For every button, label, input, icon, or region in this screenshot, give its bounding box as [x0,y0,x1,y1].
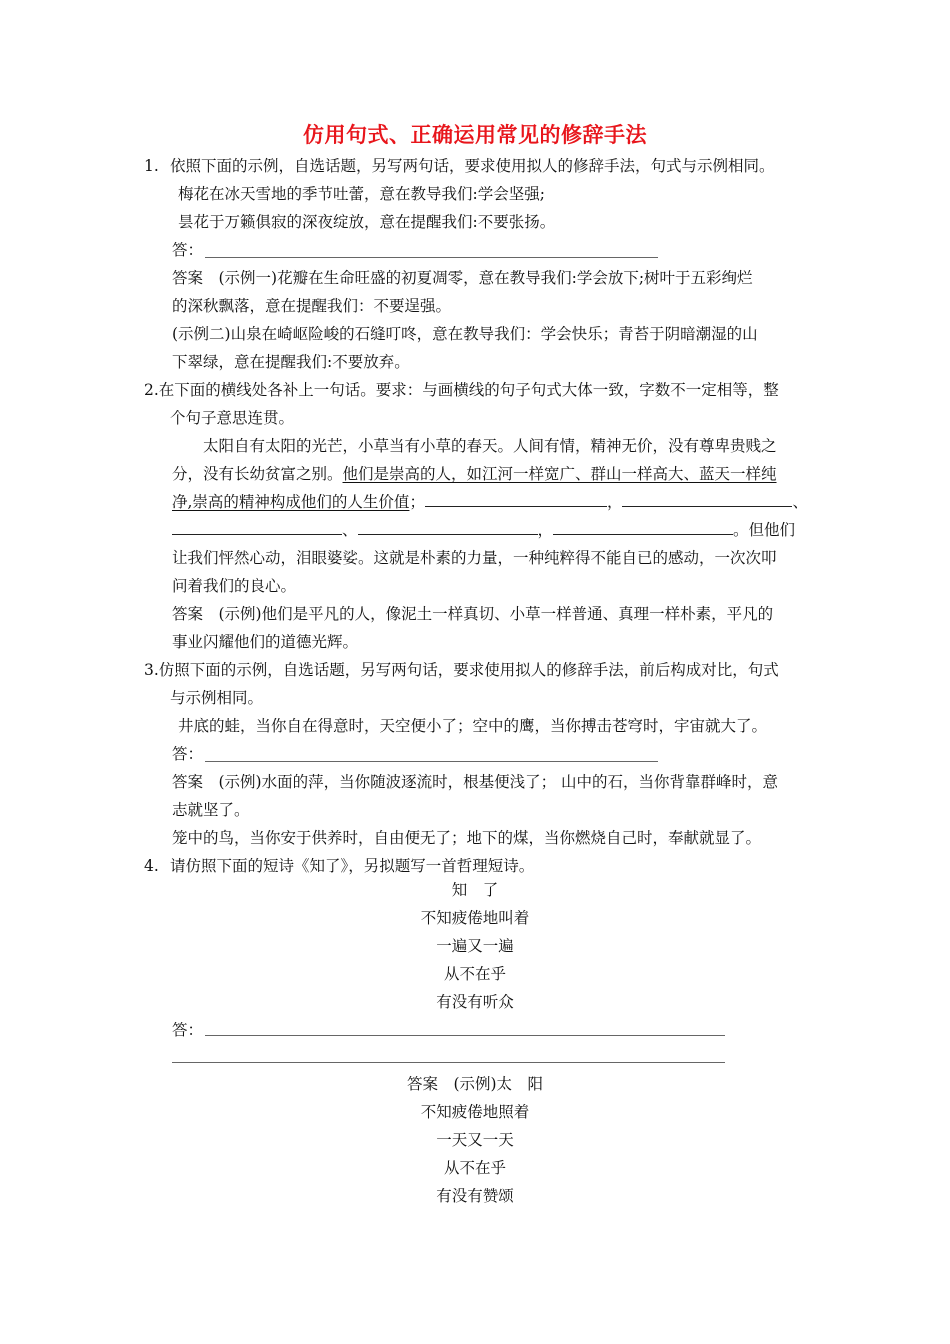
q2-passage-line4 [172,520,795,540]
q2-passage-line3 [172,492,808,512]
q2-blank-4[interactable] [358,520,538,535]
q2-underlined-sentence-part1: 他们是崇高的人，如江河一样宽广、群山一样高大、蓝天一样纯 [342,465,777,483]
answer-poem-line: 有没有赞颂 [436,1187,514,1205]
q1-number: 1. [144,157,159,175]
q2-passage-line5: 让我们怦然心动，泪眼婆娑。这就是朴素的力量，一种纯粹得不能自已的感动，一次次叩 [172,549,777,567]
q2-passage-continuation: 。但他们 [733,521,796,539]
q2-pause-2: 、 [342,521,358,539]
q4-answer-line-1[interactable] [205,1035,725,1036]
q2-blank-5[interactable] [553,520,733,535]
q3-answer-line3: 笼中的鸟，当你安于供养时，自由便无了；地下的煤，当你燃烧自己时，奉献就显了。 [172,829,762,847]
q3-example: 井底的蛙，当你自在得意时，天空便小了；空中的鹰，当你搏击苍穹时，宇宙就大了。 [178,717,768,735]
q4-answer-line-2[interactable] [172,1062,725,1063]
q4-answer-label: 答： [172,1021,204,1039]
poem-line: 从不在乎 [443,965,506,983]
q1-answer-line[interactable] [205,257,658,258]
q1-answer-label: 答： [172,241,204,259]
q2-passage-line2 [172,464,777,484]
page-title: 仿用句式、正确运用常见的修辞手法 [303,123,647,147]
q2-blank-1[interactable] [425,492,607,507]
q2-blank-2[interactable] [622,492,792,507]
q1-example-2: 昙花于万籁俱寂的深夜绽放，意在提醒我们:不要张扬。 [178,213,556,231]
q3-answer-line[interactable] [205,761,658,762]
poem-title: 知 了 [451,881,499,899]
q3-answer-line1: 答案 (示例)水面的萍，当你随波逐流时，根基便浅了； 山中的石，当你背靠群峰时，意 [172,773,779,791]
q2-passage-line6: 问着我们的良心。 [172,577,297,595]
q3-answer-line2: 志就坚了。 [172,801,250,819]
q2-answer-line1: 答案 (示例)他们是平凡的人，像泥土一样真切、小草一样普通、真理一样朴素，平凡的 [172,605,774,623]
q2-prompt-line1: 2.在下面的横线处各补上一句话。要求：与画横线的句子句式大体一致，字数不一定相等，整 [144,381,779,399]
q3-answer-label: 答： [172,745,204,763]
q2-comma-2: ， [537,521,554,539]
q1-answer-b-line2: 下翠绿，意在提醒我们:不要放弃。 [172,353,410,371]
q1-answer-a-line2: 的深秋飘落，意在提醒我们：不要逞强。 [172,297,452,315]
q2-underlined-sentence-part2: 净,崇高的精神构成他们的人生价值 [172,493,410,511]
q3-prompt-line1: 3.仿照下面的示例，自选话题，另写两句话，要求使用拟人的修辞手法，前后构成对比，句式 [144,661,779,679]
q2-blank-3[interactable] [172,520,342,535]
poem-line: 有没有听众 [436,993,514,1011]
q1-prompt: 依照下面的示例，自选话题，另写两句话，要求使用拟人的修辞手法，句式与示例相同。 [170,157,775,175]
q1-example-1: 梅花在冰天雪地的季节吐蕾，意在教导我们:学会坚强; [178,185,545,203]
answer-poem-line: 从不在乎 [443,1159,506,1177]
q2-prompt-line2: 个句子意思连贯。 [170,409,295,427]
q2-passage-plain: 分，没有长幼贫富之别。 [172,465,343,483]
answer-poem-line: 一天又一天 [436,1131,514,1149]
answer-poem-line: 不知疲倦地照着 [420,1103,530,1121]
q1-answer-b-line1: (示例二)山泉在崎岖险峻的石缝叮咚，意在教导我们：学会快乐；青苔于阴暗潮湿的山 [172,325,758,343]
q3-prompt-line2: 与示例相同。 [170,689,264,707]
q2-comma-1: ， [606,493,623,511]
poem-line: 不知疲倦地叫着 [420,909,530,927]
q2-passage-line1: 太阳自有太阳的光芒，小草当有小草的春天。人间有情，精神无价，没有尊卑贵贱之 [203,437,777,455]
q2-semicolon: ； [409,493,425,511]
q2-pause-1: 、 [792,493,808,511]
q1-answer-a-line1: 答案 (示例一)花瓣在生命旺盛的初夏凋零，意在教导我们:学会放下;树叶于五彩绚烂 [172,269,753,287]
poem-line: 一遍又一遍 [436,937,514,955]
answer-poem-title: 答案 (示例)太 阳 [406,1075,544,1093]
q2-answer-line2: 事业闪耀他们的道德光辉。 [172,633,359,651]
q4-prompt: 请仿照下面的短诗《知了》，另拟题写一首哲理短诗。 [170,857,535,875]
q4-number: 4. [144,857,159,875]
